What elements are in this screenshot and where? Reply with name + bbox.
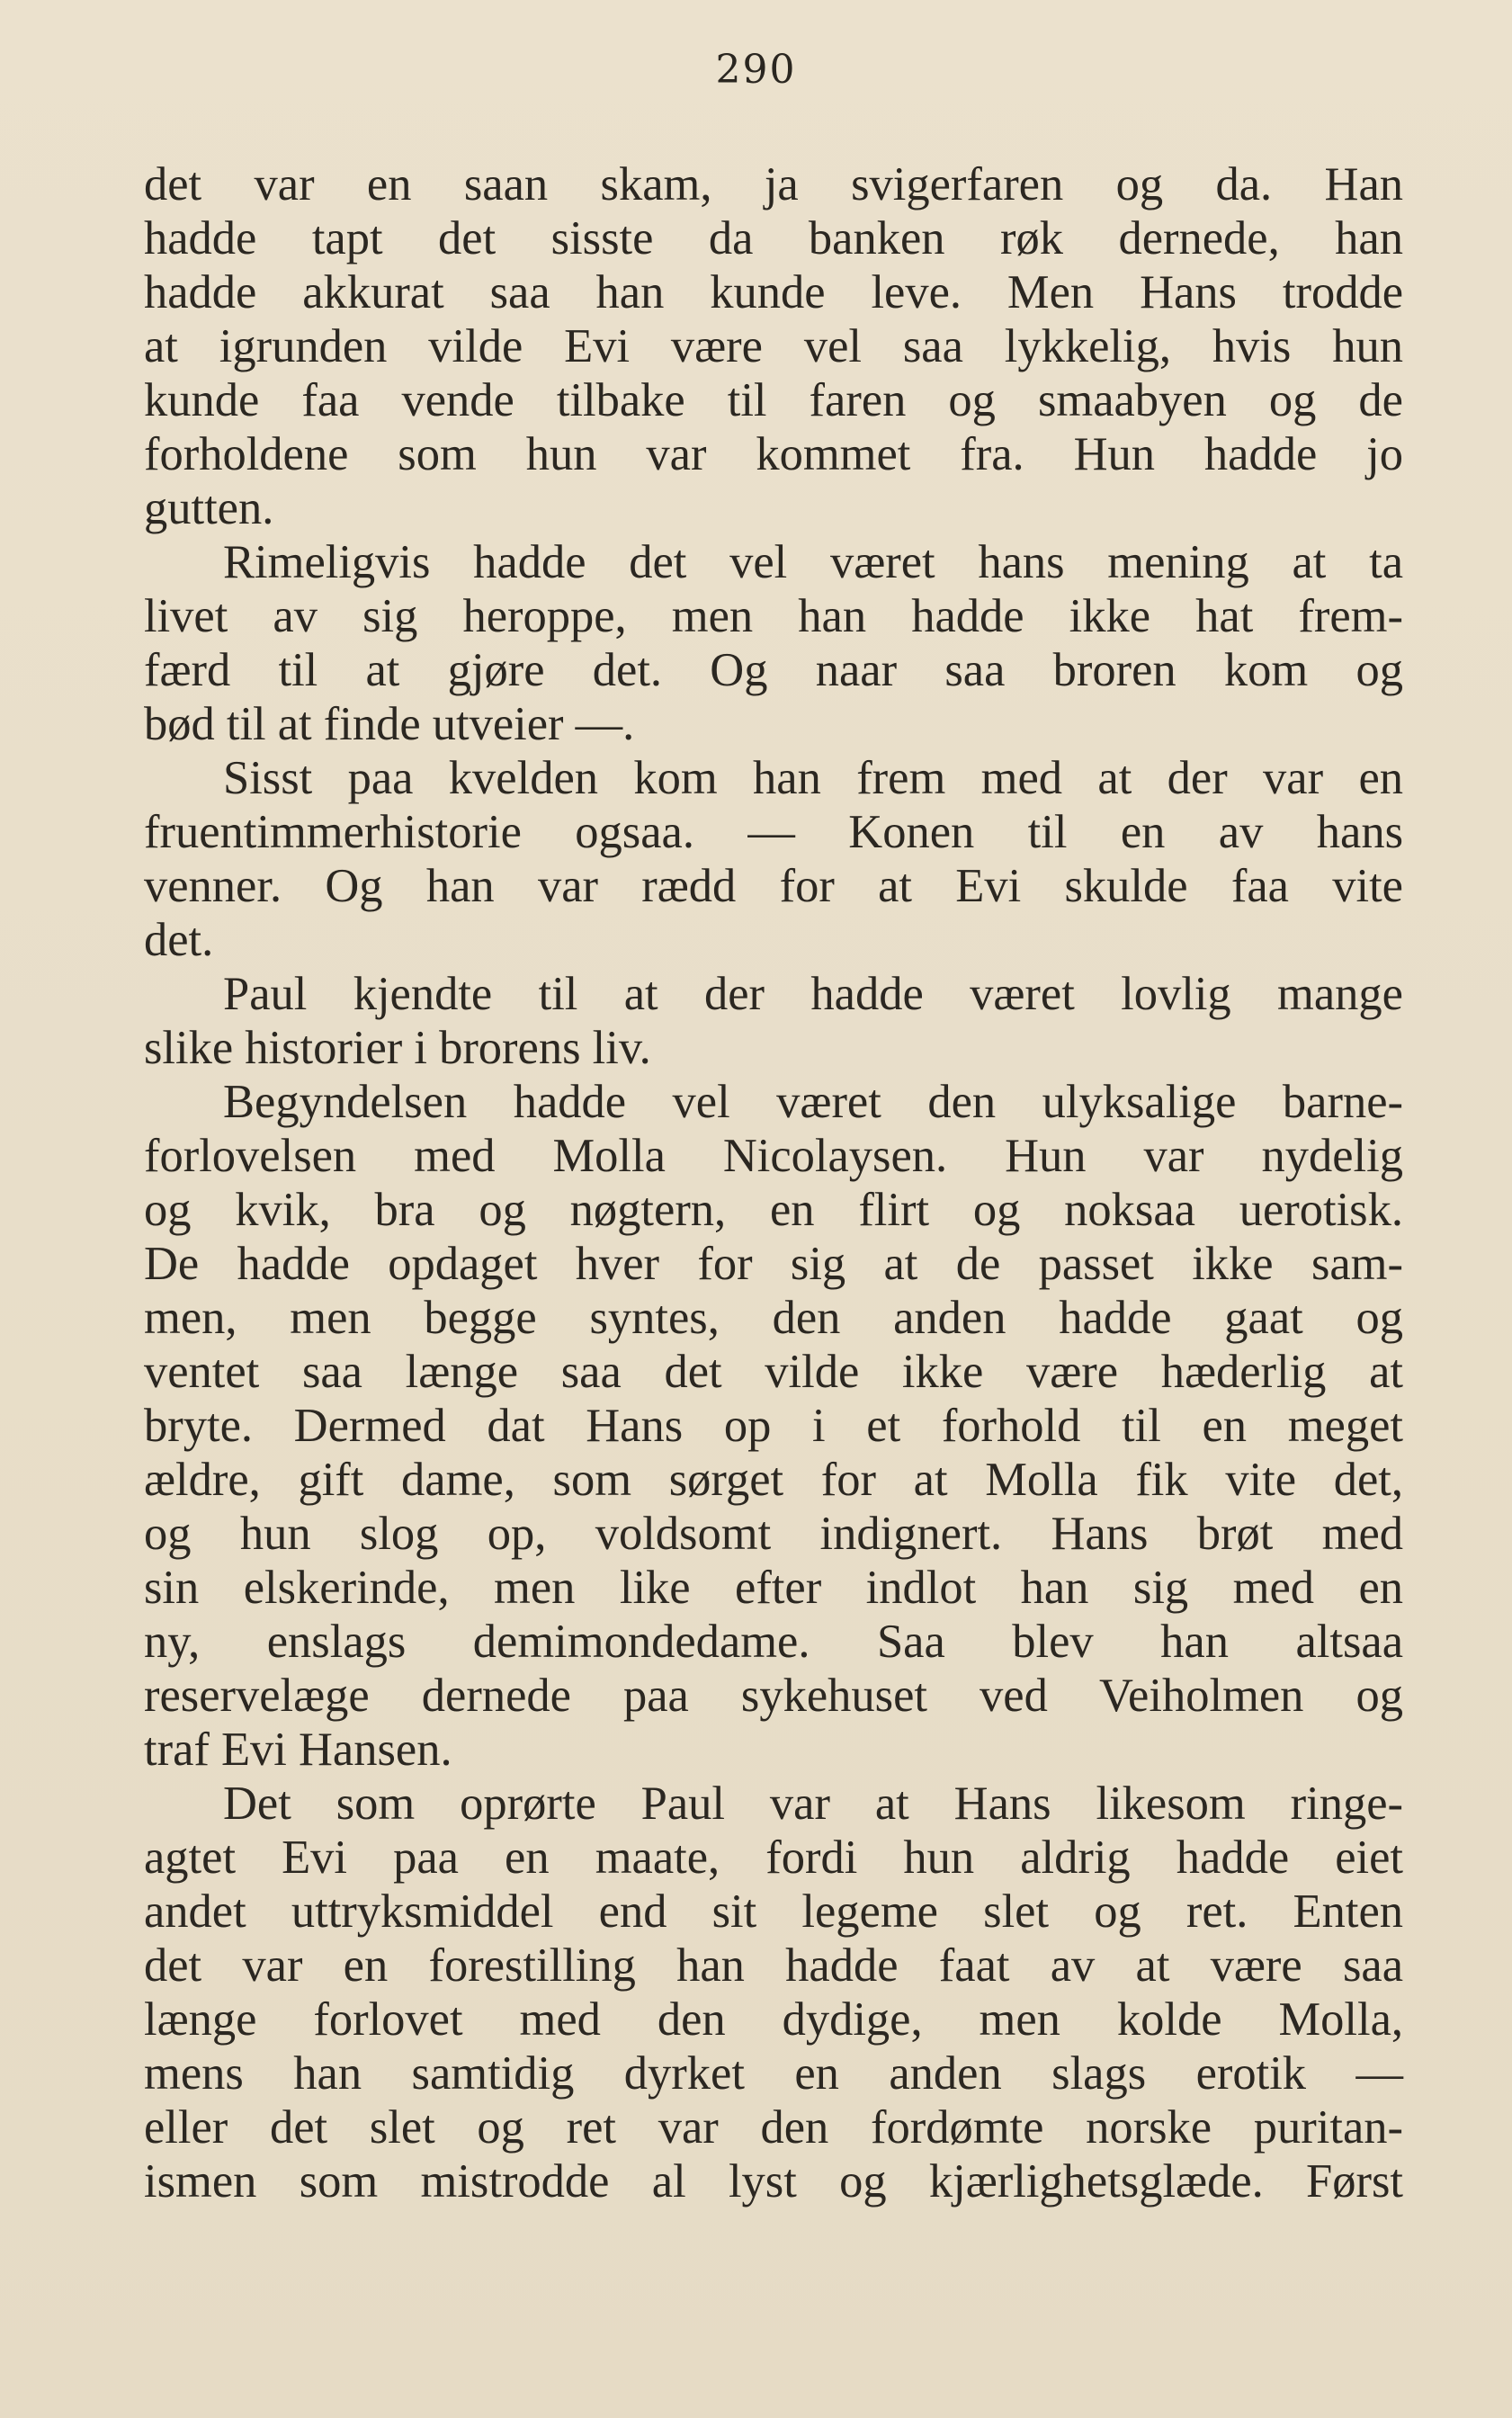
text-line: mens han samtidig dyrket en anden slags erotik —: [144, 2047, 1403, 2100]
text-line: fruentimmerhistorie ogsaa. — Konen til en av hans: [144, 806, 1403, 858]
text-line: bød til at finde utveier —.: [144, 698, 635, 750]
text-line: og hun slog op, voldsomt indignert. Hans brøt med: [144, 1508, 1403, 1560]
text-line: det.: [144, 914, 214, 966]
text-line: venner. Og han var rædd for at Evi skulde faa vite: [144, 860, 1403, 912]
text-line: og kvik, bra og nøgtern, en flirt og noksaa uerotisk.: [144, 1184, 1403, 1236]
text-line: De hadde opdaget hver for sig at de passet ikke sam-: [144, 1238, 1403, 1290]
text-line: hadde tapt det sisste da banken røk dernede, han: [144, 212, 1403, 264]
text-line: gutten.: [144, 482, 274, 534]
text-line: andet uttryksmiddel end sit legeme slet og ret. Enten: [144, 1885, 1403, 1938]
text-line: ny, enslags demimondedame. Saa blev han altsaa: [144, 1616, 1403, 1668]
text-line: Begyndelsen hadde vel været den ulyksalige barne-: [223, 1076, 1403, 1128]
text-line: ismen som mistrodde al lyst og kjærlighetsglæde. Først: [144, 2155, 1403, 2208]
text-line: det var en forestilling han hadde faat av at være saa: [144, 1939, 1403, 1992]
text-line: Sisst paa kvelden kom han frem med at der var en: [223, 752, 1403, 804]
text-line: det var en saan skam, ja svigerfaren og da. Han: [144, 158, 1403, 210]
text-line: livet av sig heroppe, men han hadde ikke hat frem-: [144, 590, 1403, 642]
text-line: eller det slet og ret var den fordømte norske puritan-: [144, 2101, 1403, 2154]
text-line: ældre, gift dame, som sørget for at Molla fik vite det,: [144, 1454, 1403, 1506]
text-line: agtet Evi paa en maate, fordi hun aldrig hadde eiet: [144, 1831, 1403, 1884]
text-line: forholdene som hun var kommet fra. Hun hadde jo: [144, 428, 1403, 480]
text-line: forlovelsen med Molla Nicolaysen. Hun var nydelig: [144, 1130, 1403, 1182]
body-text: [144, 157, 1403, 2208]
text-line: slike historier i brorens liv.: [144, 1022, 651, 1074]
text-line: Rimeligvis hadde det vel været hans mening at ta: [223, 536, 1403, 588]
text-line: længe forlovet med den dydige, men kolde Molla,: [144, 1993, 1403, 2046]
text-line: traf Evi Hansen.: [144, 1724, 452, 1776]
page-number: 290: [715, 47, 797, 93]
text-line: at igrunden vilde Evi være vel saa lykkelig, hvis hun: [144, 320, 1403, 372]
text-line: hadde akkurat saa han kunde leve. Men Hans trodde: [144, 266, 1403, 318]
text-line: reservelæge dernede paa sykehuset ved Veiholmen og: [144, 1670, 1403, 1722]
text-line: færd til at gjøre det. Og naar saa broren kom og: [144, 644, 1403, 696]
text-line: Det som oprørte Paul var at Hans likesom ringe-: [223, 1778, 1403, 1830]
text-line: Paul kjendte til at der hadde været lovlig mange: [223, 968, 1403, 1020]
text-line: kunde faa vende tilbake til faren og smaabyen og de: [144, 374, 1403, 426]
text-line: bryte. Dermed dat Hans op i et forhold til en meget: [144, 1400, 1403, 1452]
text-line: sin elskerinde, men like efter indlot han sig med en: [144, 1562, 1403, 1614]
text-line: men, men begge syntes, den anden hadde gaat og: [144, 1292, 1403, 1344]
text-line: ventet saa længe saa det vilde ikke være hæderlig at: [144, 1346, 1403, 1398]
